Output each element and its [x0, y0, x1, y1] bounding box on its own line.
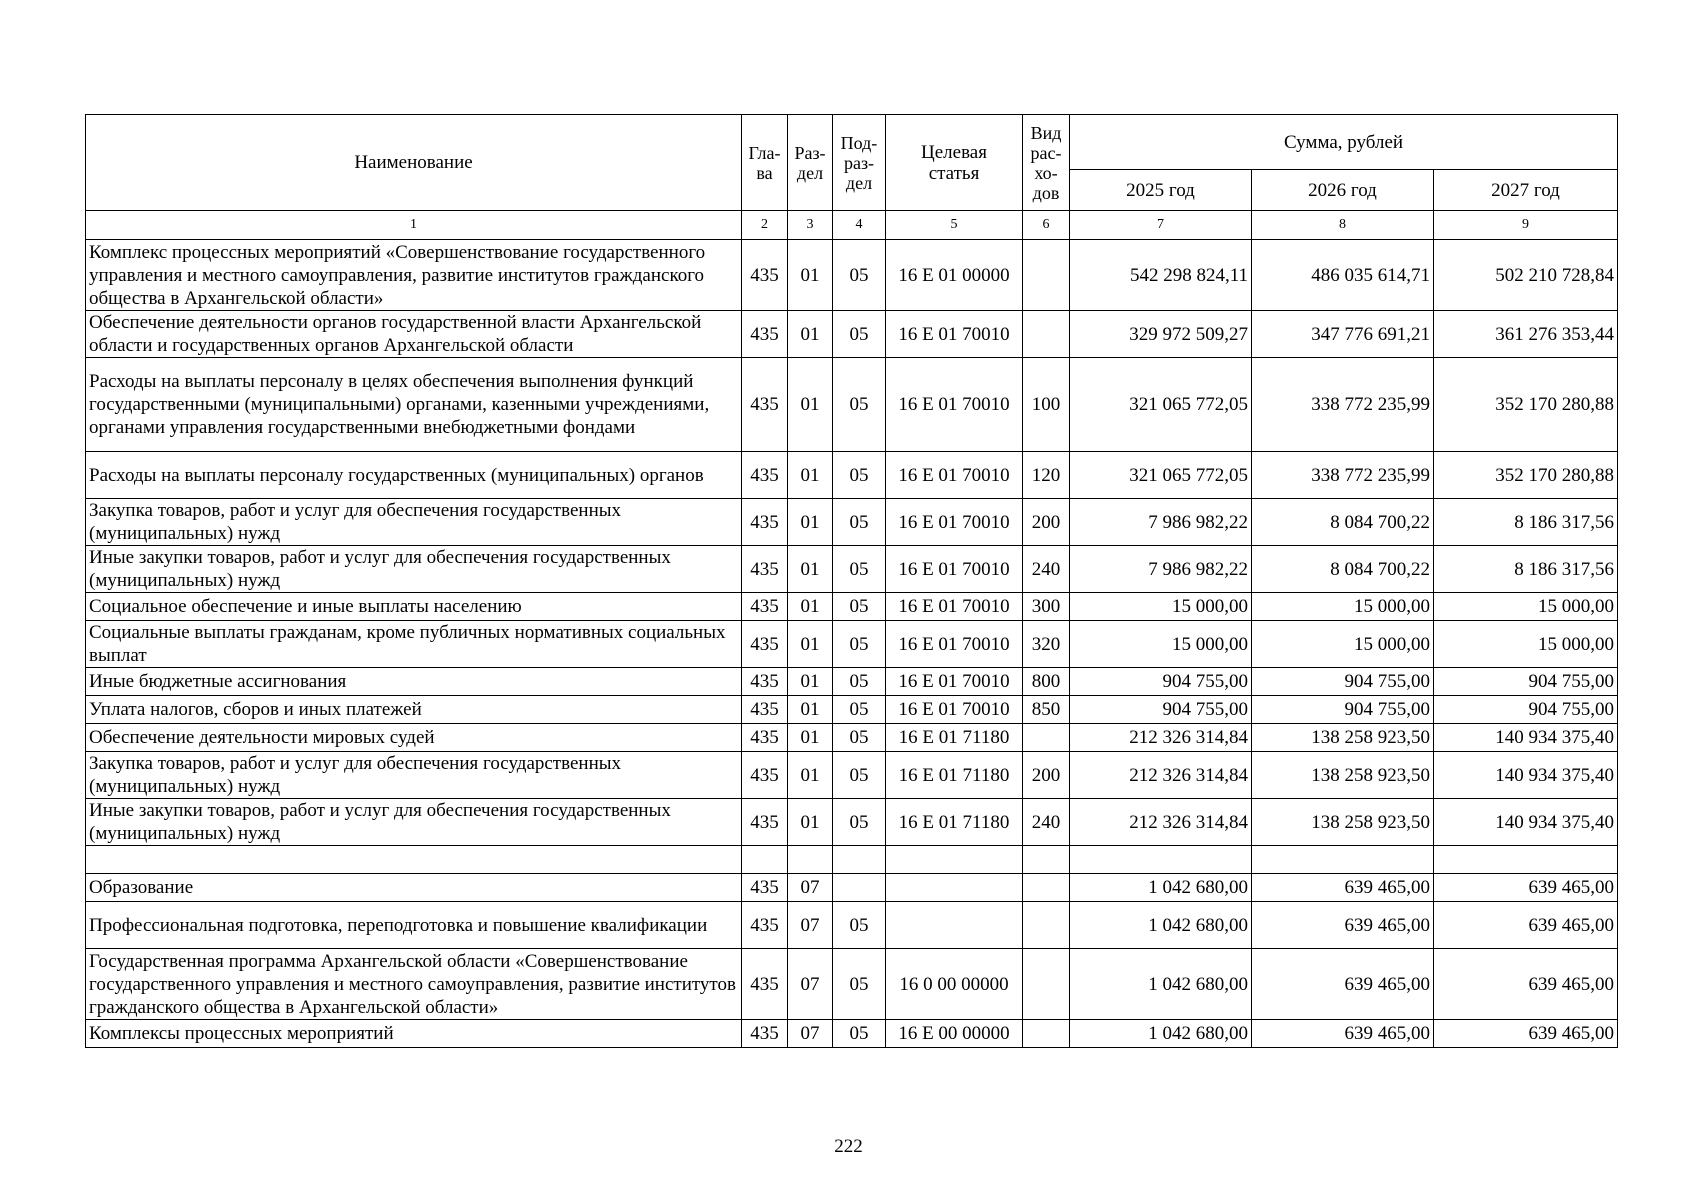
row-sum-2027: 904 755,00 [1434, 668, 1618, 696]
table-body [86, 240, 1618, 1048]
row-podrazdel [833, 846, 886, 874]
row-vid-rashodov [1023, 846, 1070, 874]
row-glava: 435 [742, 799, 788, 846]
row-podrazdel: 05 [833, 621, 886, 668]
row-sum-2026: 15 000,00 [1252, 621, 1434, 668]
column-number: 6 [1023, 211, 1070, 240]
row-sum-2027: 502 210 728,84 [1434, 240, 1618, 311]
row-sum-2025: 329 972 509,27 [1070, 311, 1252, 358]
row-podrazdel [833, 874, 886, 902]
row-glava: 435 [742, 546, 788, 593]
row-sum-2025: 212 326 314,84 [1070, 799, 1252, 846]
header-celevaya-l2: статья [928, 162, 980, 184]
row-celevaya-statya: 16 Е 01 71180 [886, 799, 1023, 846]
row-glava: 435 [742, 724, 788, 752]
row-name: Расходы на выплаты персоналу в целях обеспечения выполнения функций государственными (муниципальными) органами, казенными учреждениями, органами управления государственными внебюджетными фондами [86, 358, 742, 452]
column-number: 5 [886, 211, 1023, 240]
header-vid [1023, 115, 1070, 211]
row-sum-2026: 639 465,00 [1252, 949, 1434, 1020]
header-vid-l1: Вид [1030, 122, 1062, 143]
row-sum-2025: 7 986 982,22 [1070, 499, 1252, 546]
row-razdel [788, 846, 833, 874]
row-sum-2025: 904 755,00 [1070, 696, 1252, 724]
header-podrazdel [833, 115, 886, 211]
row-sum-2027: 904 755,00 [1434, 696, 1618, 724]
row-sum-2025: 1 042 680,00 [1070, 902, 1252, 949]
row-razdel: 07 [788, 1020, 833, 1048]
row-vid-rashodov [1023, 311, 1070, 358]
row-podrazdel: 05 [833, 311, 886, 358]
row-name: Государственная программа Архангельской области «Совершенствование государственного управления и местного самоуправления, развитие институтов гражданского общества в Архангельской области» [86, 949, 742, 1020]
row-sum-2025: 7 986 982,22 [1070, 546, 1252, 593]
row-vid-rashodov [1023, 1020, 1070, 1048]
row-razdel: 01 [788, 799, 833, 846]
column-number: 1 [86, 211, 742, 240]
table-row [86, 752, 1618, 799]
row-vid-rashodov: 850 [1023, 696, 1070, 724]
row-sum-2025: 1 042 680,00 [1070, 949, 1252, 1020]
row-sum-2025: 212 326 314,84 [1070, 752, 1252, 799]
row-name [86, 846, 742, 874]
row-name: Образование [86, 874, 742, 902]
row-vid-rashodov: 320 [1023, 621, 1070, 668]
row-podrazdel: 05 [833, 724, 886, 752]
row-name: Социальное обеспечение и иные выплаты населению [86, 593, 742, 621]
row-vid-rashodov: 300 [1023, 593, 1070, 621]
row-sum-2026: 138 258 923,50 [1252, 799, 1434, 846]
row-vid-rashodov: 200 [1023, 499, 1070, 546]
table-row [86, 902, 1618, 949]
row-podrazdel: 05 [833, 902, 886, 949]
row-sum-2026: 904 755,00 [1252, 668, 1434, 696]
row-sum-2027: 639 465,00 [1434, 1020, 1618, 1048]
table-row [86, 621, 1618, 668]
column-number: 7 [1070, 211, 1252, 240]
row-sum-2026: 338 772 235,99 [1252, 358, 1434, 452]
row-sum-2027: 8 186 317,56 [1434, 546, 1618, 593]
table-row [86, 358, 1618, 452]
row-name: Иные закупки товаров, работ и услуг для обеспечения государственных (муниципальных) нужд [86, 799, 742, 846]
row-glava: 435 [742, 240, 788, 311]
row-vid-rashodov: 120 [1023, 452, 1070, 499]
row-name: Уплата налогов, сборов и иных платежей [86, 696, 742, 724]
row-name: Расходы на выплаты персоналу государственных (муниципальных) органов [86, 452, 742, 499]
row-sum-2026: 8 084 700,22 [1252, 499, 1434, 546]
row-celevaya-statya: 16 Е 01 70010 [886, 546, 1023, 593]
header-vid-l2: рас- [1030, 142, 1062, 163]
row-vid-rashodov [1023, 902, 1070, 949]
header-glava-l2: ва [756, 162, 773, 183]
header-razdel [788, 115, 833, 211]
row-vid-rashodov: 200 [1023, 752, 1070, 799]
row-sum-2027: 361 276 353,44 [1434, 311, 1618, 358]
row-sum-2027: 352 170 280,88 [1434, 452, 1618, 499]
table-row [86, 499, 1618, 546]
row-name: Иные бюджетные ассигнования [86, 668, 742, 696]
row-glava: 435 [742, 668, 788, 696]
row-vid-rashodov: 800 [1023, 668, 1070, 696]
row-razdel: 01 [788, 668, 833, 696]
row-sum-2025: 321 065 772,05 [1070, 452, 1252, 499]
row-razdel: 07 [788, 949, 833, 1020]
row-glava: 435 [742, 311, 788, 358]
column-number: 4 [833, 211, 886, 240]
row-glava: 435 [742, 696, 788, 724]
row-glava: 435 [742, 452, 788, 499]
row-podrazdel: 05 [833, 696, 886, 724]
row-podrazdel: 05 [833, 546, 886, 593]
row-celevaya-statya: 16 Е 00 00000 [886, 1020, 1023, 1048]
header-2025: 2025 год [1070, 170, 1252, 211]
column-number: 3 [788, 211, 833, 240]
row-razdel: 01 [788, 621, 833, 668]
row-sum-2025: 904 755,00 [1070, 668, 1252, 696]
row-podrazdel: 05 [833, 949, 886, 1020]
row-razdel: 01 [788, 696, 833, 724]
row-sum-2027: 15 000,00 [1434, 593, 1618, 621]
row-celevaya-statya: 16 Е 01 70010 [886, 593, 1023, 621]
row-name: Обеспечение деятельности мировых судей [86, 724, 742, 752]
row-glava: 435 [742, 593, 788, 621]
row-sum-2027 [1434, 846, 1618, 874]
row-podrazdel: 05 [833, 240, 886, 311]
row-podrazdel: 05 [833, 799, 886, 846]
column-number: 9 [1434, 211, 1618, 240]
header-vid-l3: хо- [1034, 162, 1058, 183]
row-celevaya-statya: 16 Е 01 70010 [886, 499, 1023, 546]
row-celevaya-statya: 16 Е 01 70010 [886, 311, 1023, 358]
row-sum-2027: 8 186 317,56 [1434, 499, 1618, 546]
row-razdel: 01 [788, 452, 833, 499]
row-celevaya-statya: 16 Е 01 00000 [886, 240, 1023, 311]
table-row [86, 696, 1618, 724]
row-vid-rashodov: 100 [1023, 358, 1070, 452]
row-celevaya-statya [886, 902, 1023, 949]
table-row [86, 668, 1618, 696]
row-sum-2025: 15 000,00 [1070, 593, 1252, 621]
row-podrazdel: 05 [833, 752, 886, 799]
row-celevaya-statya: 16 Е 01 71180 [886, 724, 1023, 752]
row-vid-rashodov: 240 [1023, 546, 1070, 593]
column-number: 8 [1252, 211, 1434, 240]
table-row [86, 546, 1618, 593]
row-sum-2025: 321 065 772,05 [1070, 358, 1252, 452]
row-name: Закупка товаров, работ и услуг для обеспечения государственных (муниципальных) нужд [86, 499, 742, 546]
row-razdel: 01 [788, 499, 833, 546]
row-vid-rashodov [1023, 240, 1070, 311]
table-row [86, 593, 1618, 621]
row-sum-2025: 15 000,00 [1070, 621, 1252, 668]
row-sum-2026 [1252, 846, 1434, 874]
row-sum-2027: 15 000,00 [1434, 621, 1618, 668]
row-razdel: 01 [788, 593, 833, 621]
row-sum-2027: 639 465,00 [1434, 902, 1618, 949]
row-name: Иные закупки товаров, работ и услуг для обеспечения государственных (муниципальных) нужд [86, 546, 742, 593]
row-celevaya-statya [886, 874, 1023, 902]
row-sum-2026: 138 258 923,50 [1252, 724, 1434, 752]
row-glava: 435 [742, 499, 788, 546]
row-glava: 435 [742, 874, 788, 902]
row-sum-2026: 486 035 614,71 [1252, 240, 1434, 311]
row-podrazdel: 05 [833, 593, 886, 621]
row-sum-2026: 347 776 691,21 [1252, 311, 1434, 358]
header-glava [742, 115, 788, 211]
row-sum-2026: 639 465,00 [1252, 902, 1434, 949]
row-podrazdel: 05 [833, 668, 886, 696]
column-numbers-row [86, 211, 1618, 240]
column-number: 2 [742, 211, 788, 240]
row-sum-2025: 1 042 680,00 [1070, 1020, 1252, 1048]
row-sum-2027: 639 465,00 [1434, 949, 1618, 1020]
header-podrazdel-l3: дел [845, 172, 873, 193]
row-celevaya-statya: 16 Е 01 70010 [886, 621, 1023, 668]
row-vid-rashodov [1023, 874, 1070, 902]
header-2026: 2026 год [1252, 170, 1434, 211]
table-row [86, 311, 1618, 358]
budget-table [85, 114, 1618, 1048]
row-name: Обеспечение деятельности органов государственной власти Архангельской области и государственных органов Архангельской области [86, 311, 742, 358]
row-glava: 435 [742, 621, 788, 668]
table-row [86, 240, 1618, 311]
row-vid-rashodov [1023, 724, 1070, 752]
row-sum-2026: 8 084 700,22 [1252, 546, 1434, 593]
row-glava: 435 [742, 949, 788, 1020]
row-celevaya-statya: 16 Е 01 71180 [886, 752, 1023, 799]
row-razdel: 01 [788, 724, 833, 752]
header-razdel-l2: дел [796, 162, 824, 183]
row-celevaya-statya: 16 0 00 00000 [886, 949, 1023, 1020]
row-sum-2027: 352 170 280,88 [1434, 358, 1618, 452]
row-razdel: 01 [788, 752, 833, 799]
row-glava: 435 [742, 1020, 788, 1048]
row-sum-2025: 542 298 824,11 [1070, 240, 1252, 311]
row-celevaya-statya: 16 Е 01 70010 [886, 668, 1023, 696]
row-podrazdel: 05 [833, 499, 886, 546]
table-row [86, 949, 1618, 1020]
table-row [86, 799, 1618, 846]
row-name: Профессиональная подготовка, переподготовка и повышение квалификации [86, 902, 742, 949]
row-sum-2026: 15 000,00 [1252, 593, 1434, 621]
header-razdel-l1: Раз- [794, 142, 826, 163]
row-sum-2026: 904 755,00 [1252, 696, 1434, 724]
row-sum-2026: 138 258 923,50 [1252, 752, 1434, 799]
row-glava: 435 [742, 358, 788, 452]
table-row [86, 846, 1618, 874]
header-vid-l4: дов [1032, 182, 1060, 203]
header-summa: Сумма, рублей [1070, 115, 1618, 170]
header-name: Наименование [86, 115, 742, 211]
row-glava: 435 [742, 902, 788, 949]
row-podrazdel: 05 [833, 452, 886, 499]
row-razdel: 07 [788, 874, 833, 902]
row-razdel: 07 [788, 902, 833, 949]
row-sum-2025: 1 042 680,00 [1070, 874, 1252, 902]
row-celevaya-statya: 16 Е 01 70010 [886, 452, 1023, 499]
row-sum-2026: 639 465,00 [1252, 1020, 1434, 1048]
row-name: Комплекс процессных мероприятий «Совершенствование государственного управления и местного самоуправления, развитие институтов гражданского общества в Архангельской области» [86, 240, 742, 311]
row-sum-2027: 140 934 375,40 [1434, 724, 1618, 752]
row-celevaya-statya: 16 Е 01 70010 [886, 696, 1023, 724]
table-row [86, 724, 1618, 752]
row-vid-rashodov [1023, 949, 1070, 1020]
table-row [86, 452, 1618, 499]
row-sum-2026: 639 465,00 [1252, 874, 1434, 902]
header-celevaya [886, 115, 1023, 211]
header-2027: 2027 год [1434, 170, 1618, 211]
header-podrazdel-l2: раз- [843, 152, 875, 173]
row-sum-2025: 212 326 314,84 [1070, 724, 1252, 752]
row-sum-2025 [1070, 846, 1252, 874]
row-sum-2027: 140 934 375,40 [1434, 752, 1618, 799]
row-name: Социальные выплаты гражданам, кроме публичных нормативных социальных выплат [86, 621, 742, 668]
row-razdel: 01 [788, 358, 833, 452]
row-celevaya-statya: 16 Е 01 70010 [886, 358, 1023, 452]
row-sum-2026: 338 772 235,99 [1252, 452, 1434, 499]
row-razdel: 01 [788, 546, 833, 593]
row-name: Комплексы процессных мероприятий [86, 1020, 742, 1048]
row-glava: 435 [742, 752, 788, 799]
table-row [86, 1020, 1618, 1048]
row-celevaya-statya [886, 846, 1023, 874]
row-vid-rashodov: 240 [1023, 799, 1070, 846]
header-glava-l1: Гла- [748, 142, 781, 163]
row-razdel: 01 [788, 240, 833, 311]
row-sum-2027: 639 465,00 [1434, 874, 1618, 902]
header-celevaya-l1: Целевая [921, 141, 987, 163]
row-sum-2027: 140 934 375,40 [1434, 799, 1618, 846]
row-glava [742, 846, 788, 874]
table-row [86, 874, 1618, 902]
row-name: Закупка товаров, работ и услуг для обеспечения государственных (муниципальных) нужд [86, 752, 742, 799]
header-podrazdel-l1: Под- [840, 132, 878, 153]
row-razdel: 01 [788, 311, 833, 358]
row-podrazdel: 05 [833, 358, 886, 452]
row-podrazdel: 05 [833, 1020, 886, 1048]
page-number: 222 [834, 1136, 863, 1157]
